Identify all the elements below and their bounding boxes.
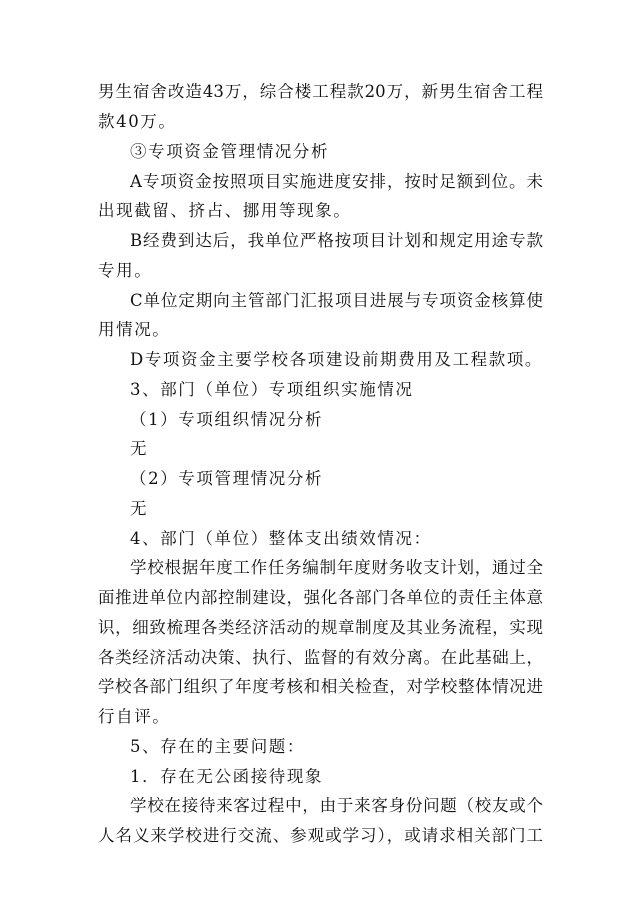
section-heading: 4、部门（单位）整体支出绩效情况： (130, 529, 432, 548)
section-heading: 5、存在的主要问题： (130, 737, 305, 756)
text-line: 无 (130, 499, 149, 518)
text-line: D专项资金主要学校各项建设前期费用及工程款项。 (130, 350, 544, 369)
text-line: 男生宿舍改造43万，综合楼工程款20万，新男生宿舍工程 (98, 82, 543, 101)
text-line: 用情况。 (98, 320, 171, 339)
text-line: 出现截留、挤占、挪用等现象。 (98, 201, 352, 220)
text-line: 各类经济活动决策、执行、监督的有效分离。在此基础上， (98, 648, 543, 667)
section-heading: ③专项资金管理情况分析 (130, 142, 330, 161)
text-line: 无 (130, 439, 149, 458)
text-line: 专用。 (98, 261, 153, 280)
sub-heading: （1）专项组织情况分析 (130, 410, 324, 429)
text-line: 识，细致梳理各类经济活动的规章制度及其业务流程，实现 (98, 618, 543, 637)
text-line: B经费到达后，我单位严格按项目计划和规定用途专款 (130, 231, 543, 250)
section-heading: 3、部门（单位）专项组织实施情况 (130, 380, 414, 399)
text-line: 款40万。 (98, 112, 177, 131)
text-line: 学校根据年度工作任务编制年度财务收支计划，通过全 (130, 558, 543, 577)
text-line: 学校各部门组织了年度考核和相关检查，对学校整体情况进 (98, 677, 543, 696)
sub-heading: （2）专项管理情况分析 (130, 469, 324, 488)
text-line: 面推进单位内部控制建设，强化各部门各单位的责任主体意 (98, 588, 543, 607)
sub-heading: 1．存在无公函接待现象 (130, 767, 324, 786)
text-line: 行自评。 (98, 707, 171, 726)
text-line: 人名义来学校进行交流、参观或学习），或请求相关部门工 (98, 826, 543, 845)
text-line: 学校在接待来客过程中，由于来客身份问题（校友或个 (130, 796, 543, 815)
text-line: C单位定期向主管部门汇报项目进展与专项资金核算使 (130, 291, 543, 310)
text-line: A专项资金按照项目实施进度安排，按时足额到位。未 (130, 172, 543, 191)
